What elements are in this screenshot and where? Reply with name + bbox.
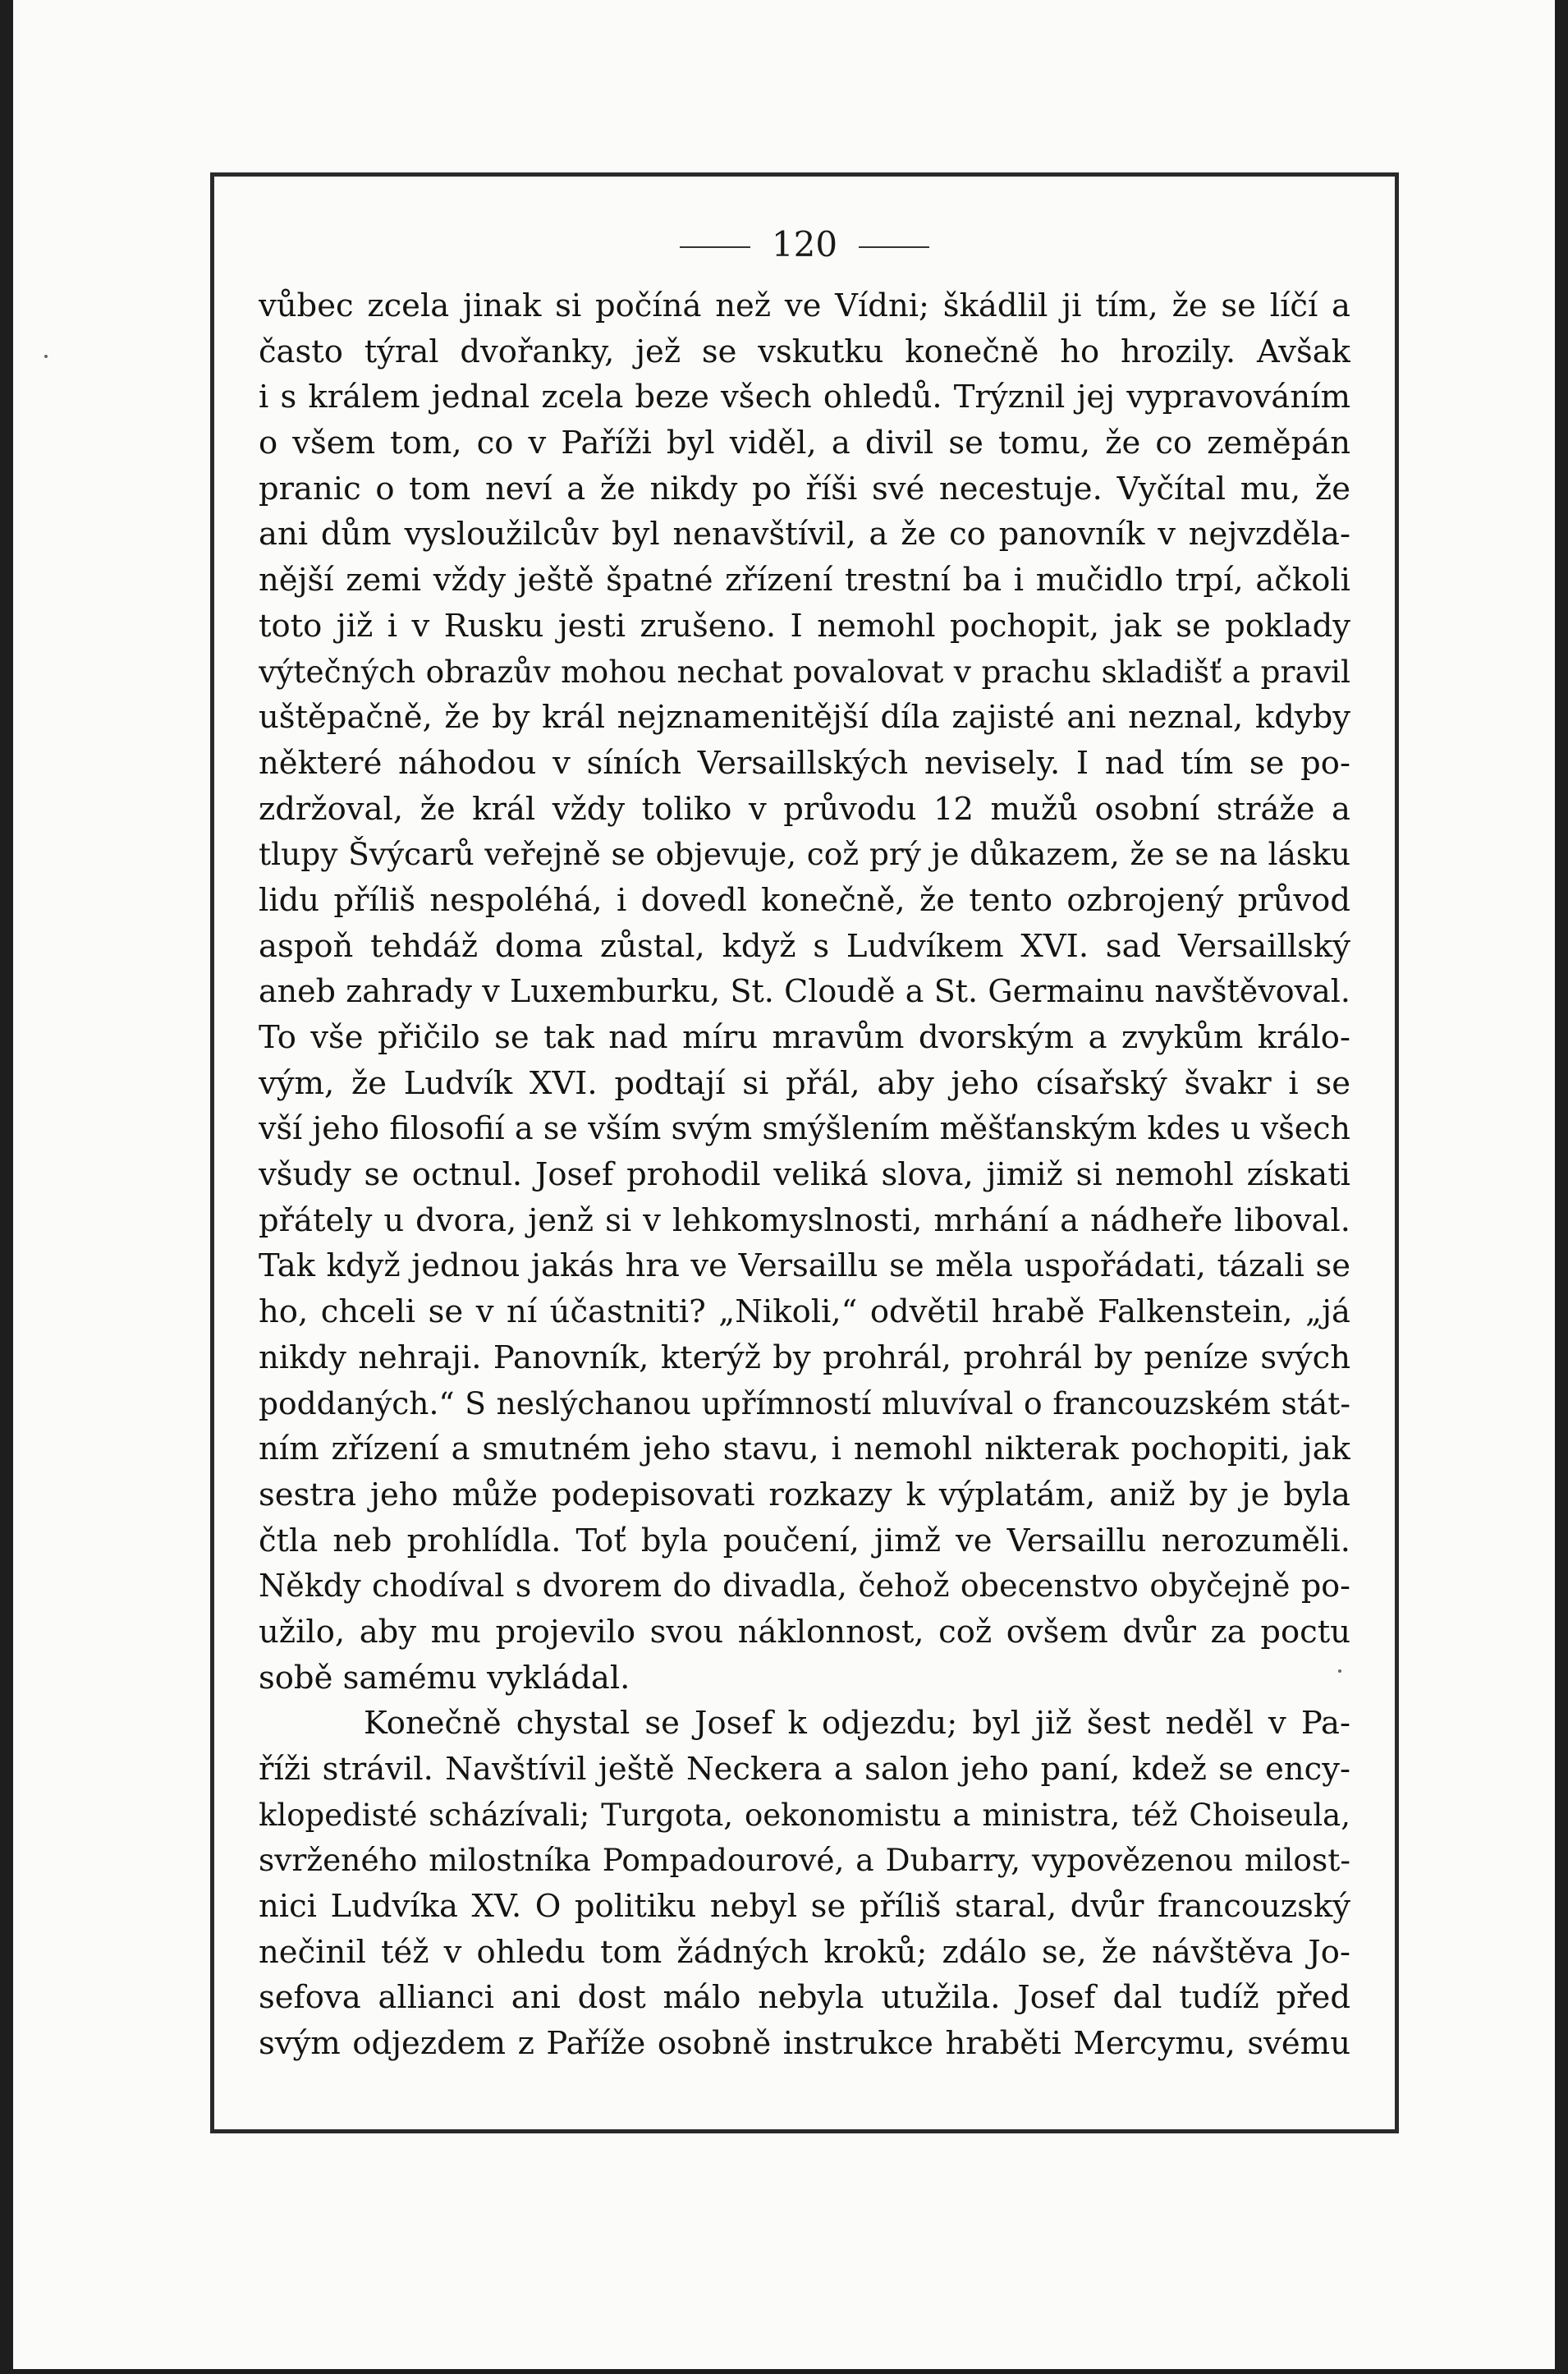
paragraph-2 bbox=[259, 1701, 1350, 2067]
text-line: nečinil též v ohledu tom žádných kroků; zdálo se, že návštěva Jo- bbox=[259, 1933, 1350, 1971]
header-rule-left bbox=[680, 246, 750, 248]
header-rule-right bbox=[859, 246, 929, 248]
text-line: často týral dvořanky, jež se vskutku konečně ho hrozily. Avšak bbox=[259, 333, 1350, 370]
paper-speck bbox=[44, 355, 48, 358]
text-line: aneb zahrady v Luxemburku, St. Cloudě a St. Germainu navštěvoval. bbox=[259, 973, 1350, 1010]
text-line: o všem tom, co v Paříži byl viděl, a divil se tomu, že co zeměpán bbox=[259, 425, 1350, 462]
text-line: To vše přičilo se tak nad míru mravům dvorským a zvykům králo- bbox=[259, 1019, 1350, 1056]
text-line: toto již i v Rusku jesti zrušeno. I nemohl pochopit, jak se poklady bbox=[259, 607, 1350, 645]
text-line: čtla neb prohlídla. Toť byla poučení, jimž ve Versaillu nerozuměli. bbox=[259, 1522, 1350, 1559]
text-line: uštěpačně, že by král nejznamenitější díla zajisté ani neznal, kdyby bbox=[259, 699, 1350, 737]
text-line: ho, chceli se v ní účastniti? „Nikoli,“ odvětil hrabě Falkenstein, „já bbox=[259, 1293, 1350, 1331]
text-line: sestra jeho může podepisovati rozkazy k výplatám, aniž by je byla bbox=[259, 1476, 1350, 1513]
text-line: Někdy chodíval s dvorem do divadla, čehož obecenstvo obyčejně po- bbox=[259, 1568, 1350, 1605]
text-line: sobě samému vykládal. bbox=[259, 1659, 630, 1697]
text-line: pranic o tom neví a že nikdy po říši své necestuje. Vyčítal mu, že bbox=[259, 470, 1350, 507]
text-frame bbox=[210, 172, 1399, 2133]
text-line: Konečně chystal se Josef k odjezdu; byl již šest neděl v Pa- bbox=[364, 1705, 1350, 1743]
page-number: 120 bbox=[771, 224, 838, 264]
text-line: vůbec zcela jinak si počíná než ve Vídni; škádlil ji tím, že se líčí a bbox=[259, 287, 1350, 324]
text-line: ním zřízení a smutném jeho stavu, i nemohl nikterak pochopiti, jak bbox=[259, 1430, 1350, 1468]
book-page bbox=[13, 0, 1555, 2369]
text-line: přátely u dvora, jenž si v lehkomyslnosti, mrhání a nádheře liboval. bbox=[259, 1201, 1350, 1239]
text-line: vým, že Ludvík XVI. podtají si přál, aby jeho císařský švakr i se bbox=[259, 1064, 1350, 1102]
body-text bbox=[259, 283, 1350, 2067]
text-line: zdržoval, že král vždy toliko v průvodu 12 mužů osobní stráže a bbox=[259, 790, 1350, 828]
text-line: i s králem jednal zcela beze všech ohledů. Trýznil jej vypravováním bbox=[259, 379, 1350, 416]
text-line: Tak když jednou jakás hra ve Versaillu se měla uspořádati, tázali se bbox=[259, 1247, 1350, 1285]
paragraph-1 bbox=[259, 283, 1350, 1701]
text-line: říži strávil. Navštívil ještě Neckera a salon jeho paní, kdež se ency- bbox=[259, 1751, 1350, 1788]
text-line: nikdy nehraji. Panovník, kterýž by prohrál, prohrál by peníze svých bbox=[259, 1339, 1350, 1376]
text-line: všudy se octnul. Josef prohodil veliká slova, jimiž si nemohl získati bbox=[259, 1156, 1350, 1194]
text-line: svým odjezdem z Paříže osobně instrukce hraběti Mercymu, svému bbox=[259, 2025, 1350, 2063]
page-number-header bbox=[214, 224, 1395, 265]
text-line: klopedisté scházívali; Turgota, oekonomistu a ministra, též Choiseula, bbox=[259, 1797, 1350, 1833]
text-line: ani dům vysloužilcův byl nenavštívil, a že co panovník v nejvzděla- bbox=[259, 516, 1350, 553]
text-line: poddaných.“ S neslýchanou upřímností mluvíval o francouzském stát- bbox=[259, 1384, 1350, 1421]
text-line: užilo, aby mu projevilo svou náklonnost, což ovšem dvůr za poctu bbox=[259, 1613, 1350, 1651]
text-line: tlupy Švýcarů veřejně se objevuje, což prý je důkazem, že se na lásku bbox=[259, 836, 1350, 873]
text-line: výtečných obrazův mohou nechat povalovat v prachu skladišť a pravil bbox=[259, 653, 1350, 690]
text-line: nici Ludvíka XV. O politiku nebyl se příliš staral, dvůr francouzský bbox=[259, 1888, 1350, 1926]
text-line: některé náhodou v síních Versaillských nevisely. I nad tím se po- bbox=[259, 744, 1350, 782]
text-line: aspoň tehdáž doma zůstal, když s Ludvíkem XVI. sad Versaillský bbox=[259, 927, 1350, 965]
text-line: lidu příliš nespoléhá, i dovedl konečně, že tento ozbrojený průvod bbox=[259, 881, 1350, 919]
text-line: nější zemi vždy ještě špatné zřízení trestní ba i mučidlo trpí, ačkoli bbox=[259, 562, 1350, 599]
text-line: sefova allianci ani dost málo nebyla utužila. Josef dal tudíž před bbox=[259, 1979, 1350, 2017]
text-line: svrženého milostníka Pompadourové, a Dubarry, vypovězenou milost- bbox=[259, 1842, 1350, 1879]
text-line: vší jeho filosofií a se vším svým smýšlením měšťanským kdes u všech bbox=[259, 1110, 1350, 1147]
